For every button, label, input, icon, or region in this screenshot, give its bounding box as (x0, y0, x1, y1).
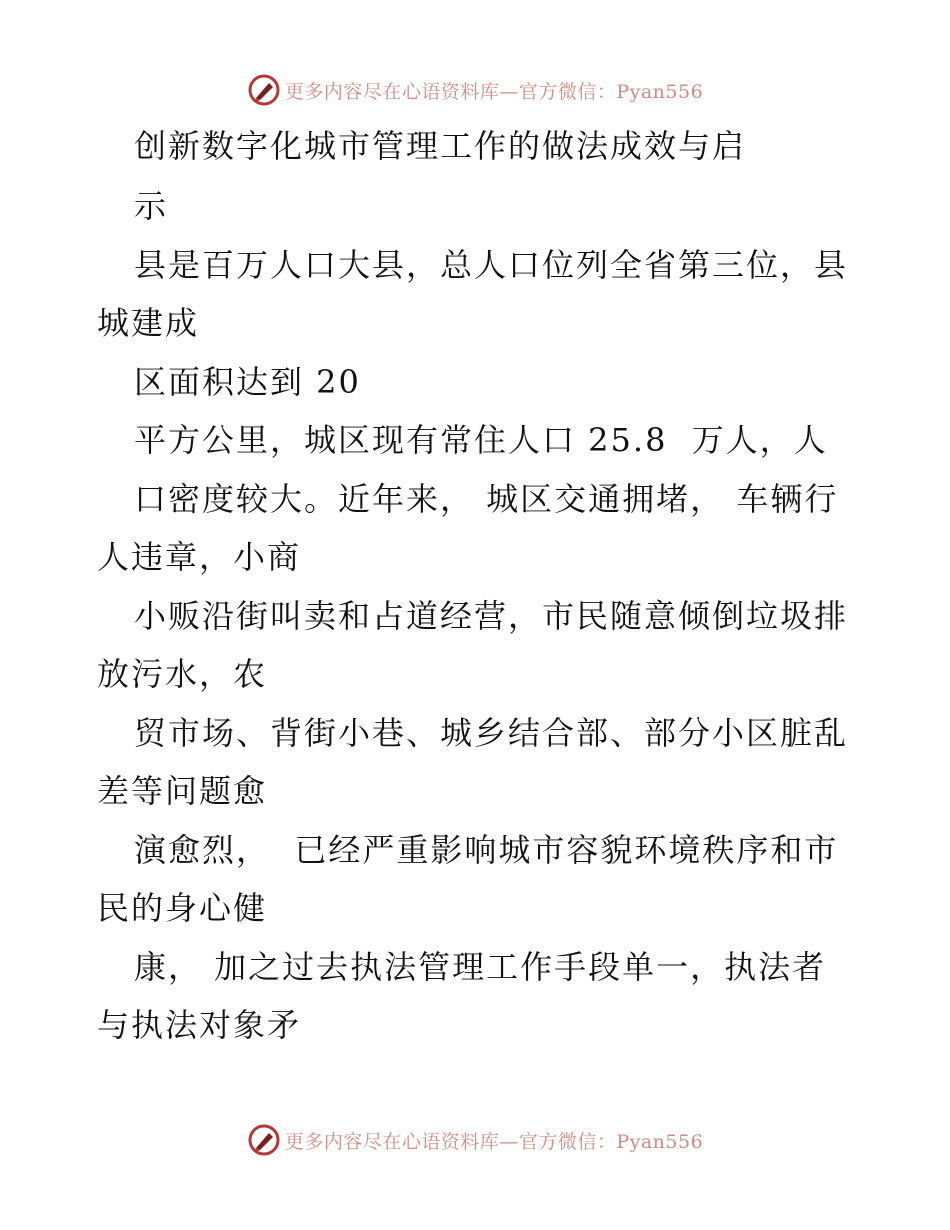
paragraph-line: 城建成 (97, 304, 200, 342)
paragraph-line: 贸市场、背街小巷、城乡结合部、部分小区脏乱 (134, 714, 849, 752)
paragraph-line: 民的身心健 (97, 889, 268, 927)
banner-text: 更多内容尽在心语资料库—官方微信：Pyan556 (284, 1130, 704, 1153)
paragraph-line: 放污水，农 (97, 655, 268, 693)
banner-text: 更多内容尽在心语资料库—官方微信：Pyan556 (284, 80, 704, 103)
paragraph-line: 小贩沿街叫卖和占道经营，市民随意倾倒垃圾排 (134, 597, 849, 635)
document-title-line-2: 示 (134, 187, 169, 225)
paragraph-line: 区面积达到 20 (134, 363, 361, 401)
footer-banner (0, 1122, 950, 1158)
document-title-line-1: 创新数字化城市管理工作的做法成效与启 (134, 127, 747, 165)
paragraph-line: 县是百万人口大县，总人口位列全省第三位，县 (134, 246, 849, 284)
paragraph-line: 人违章，小商 (97, 538, 302, 576)
paragraph-line: 平方公里，城区现有常住人口 25.8 万人，人 (134, 421, 828, 459)
pen-nib-logo-icon (247, 1123, 281, 1157)
paragraph-line: 康， 加之过去执法管理工作手段单一，执法者 (134, 948, 827, 986)
paragraph-line: 口密度较大。近年来， 城区交通拥堵， 车辆行 (134, 480, 839, 518)
paragraph-line: 差等问题愈 (97, 772, 268, 810)
paragraph-line: 演愈烈， 已经严重影响城市容貌环境秩序和市 (134, 831, 839, 869)
paragraph-line: 与执法对象矛 (97, 1006, 302, 1044)
